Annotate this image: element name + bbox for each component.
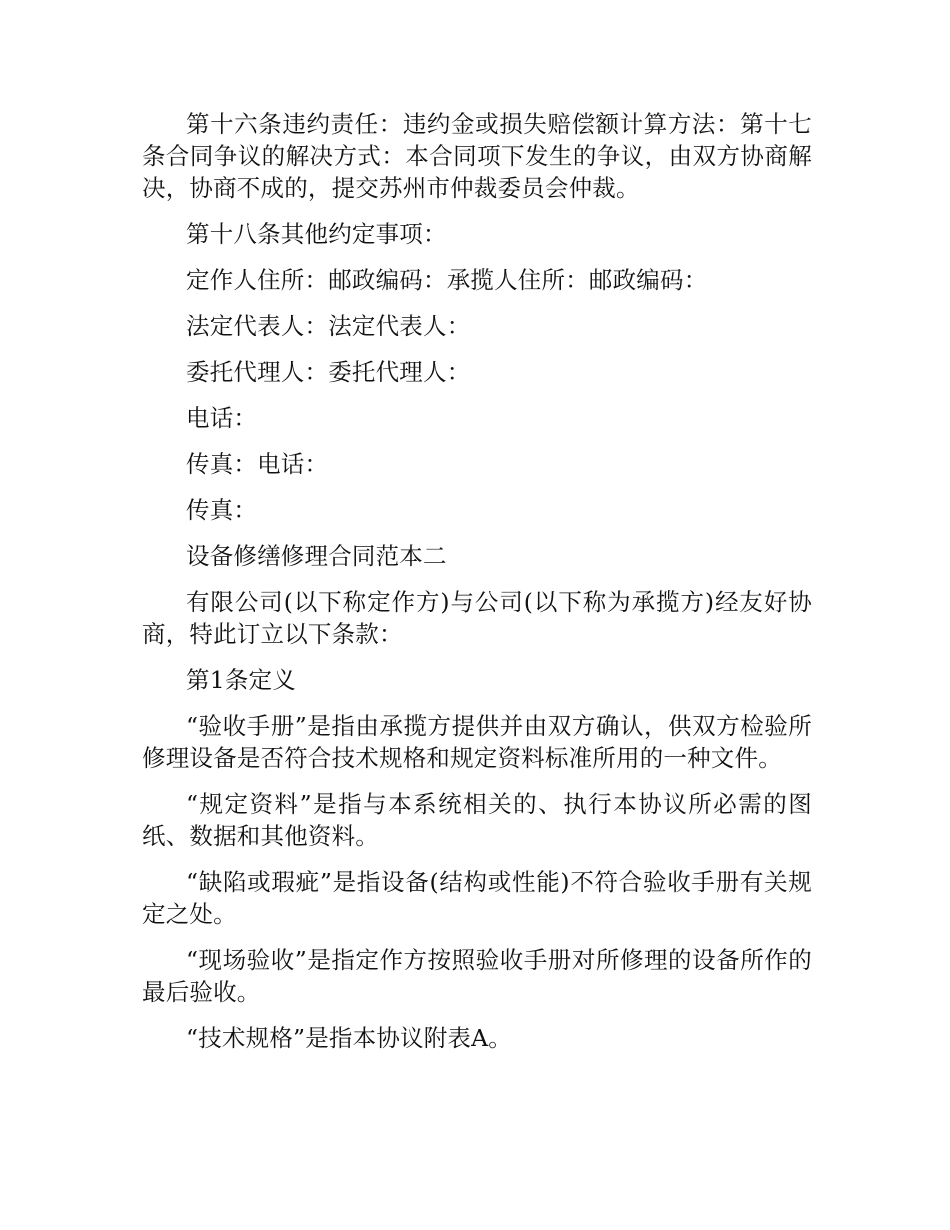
- definition-specified-materials: “规定资料”是指与本系统相关的、执行本协议所必需的图纸、数据和其他资料。: [142, 790, 812, 850]
- article-1-heading: 第1条定义: [186, 666, 296, 694]
- legal-rep-line: 法定代表人：法定代表人：: [186, 312, 471, 340]
- document-body: [142, 108, 812, 1068]
- clause-16-17: 第十六条违约责任：违约金或损失赔偿额计算方法：第十七条合同争议的解决方式：本合同项下发生的争议，由双方协商解决，协商不成的，提交苏州市仲裁委员会仲裁。: [142, 110, 812, 202]
- fax-line: 传真：: [186, 496, 258, 524]
- clause-18: 第十八条其他约定事项：: [186, 220, 447, 248]
- definition-acceptance-manual: “验收手册”是指由承揽方提供并由双方确认，供双方检验所修理设备是否符合技术规格和规定资料标准所用的一种文件。: [142, 712, 812, 772]
- address-line: 定作人住所：邮政编码：承揽人住所：邮政编码：: [186, 266, 708, 294]
- fax-phone-line: 传真：电话：: [186, 450, 329, 478]
- definition-defects: “缺陷或瑕疵”是指设备(结构或性能)不符合验收手册有关规定之处。: [142, 868, 812, 928]
- definition-technical-spec: “技术规格”是指本协议附表A。: [186, 1024, 512, 1052]
- contract-preamble: 有限公司(以下称定作方)与公司(以下称为承揽方)经友好协商，特此订立以下条款：: [142, 588, 812, 648]
- agent-line: 委托代理人：委托代理人：: [186, 358, 471, 386]
- definition-site-acceptance: “现场验收”是指定作方按照验收手册对所修理的设备所作的最后验收。: [142, 946, 812, 1006]
- phone-line: 电话：: [186, 404, 258, 432]
- contract-template-title: 设备修缮修理合同范本二: [186, 542, 447, 570]
